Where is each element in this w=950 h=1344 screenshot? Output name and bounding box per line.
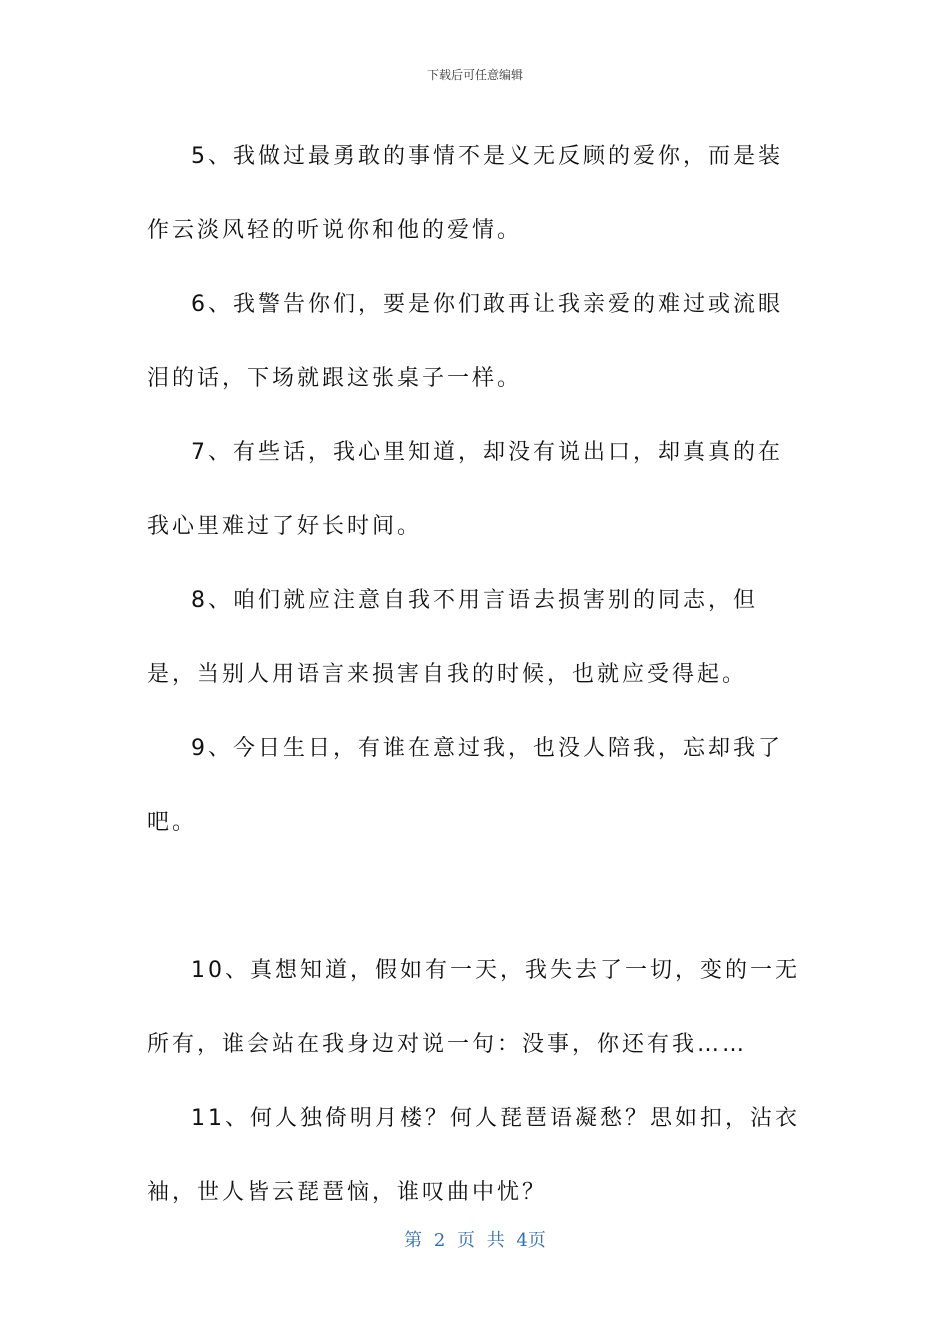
paragraph-11: 11、何人独倚明月楼？何人琵琶语凝愁？思如扣，沾衣袖，世人皆云琵琶恼，谁叹曲中忧？ bbox=[147, 1106, 800, 1205]
paragraph-9: 9、今日生日，有谁在意过我，也没人陪我，忘却我了吧。 bbox=[147, 736, 783, 835]
paragraph-7: 7、有些话，我心里知道，却没有说出口，却真真的在我心里难过了好长时间。 bbox=[147, 440, 783, 539]
paragraph-5: 5、我做过最勇敢的事情不是义无反顾的爱你，而是装作云淡风轻的听说你和他的爱情。 bbox=[147, 144, 783, 243]
document-body bbox=[147, 120, 807, 1230]
page-footer-page-number: 第 2 页 共 4页 bbox=[404, 1230, 546, 1251]
page-header: 下载后可任意编辑 bbox=[426, 68, 523, 82]
paragraph-8: 8、咱们就应注意自我不用言语去损害别的同志，但是，当别人用语言来损害自我的时候，也就应受得起。 bbox=[147, 588, 758, 687]
paragraph-6: 6、我警告你们，要是你们敢再让我亲爱的难过或流眼泪的话，下场就跟这张桌子一样。 bbox=[147, 292, 783, 391]
paragraph-10: 10、真想知道，假如有一天，我失去了一切，变的一无所有，谁会站在我身边对说一句：没事，你还有我…… bbox=[147, 958, 800, 1057]
blank-line bbox=[147, 860, 807, 934]
